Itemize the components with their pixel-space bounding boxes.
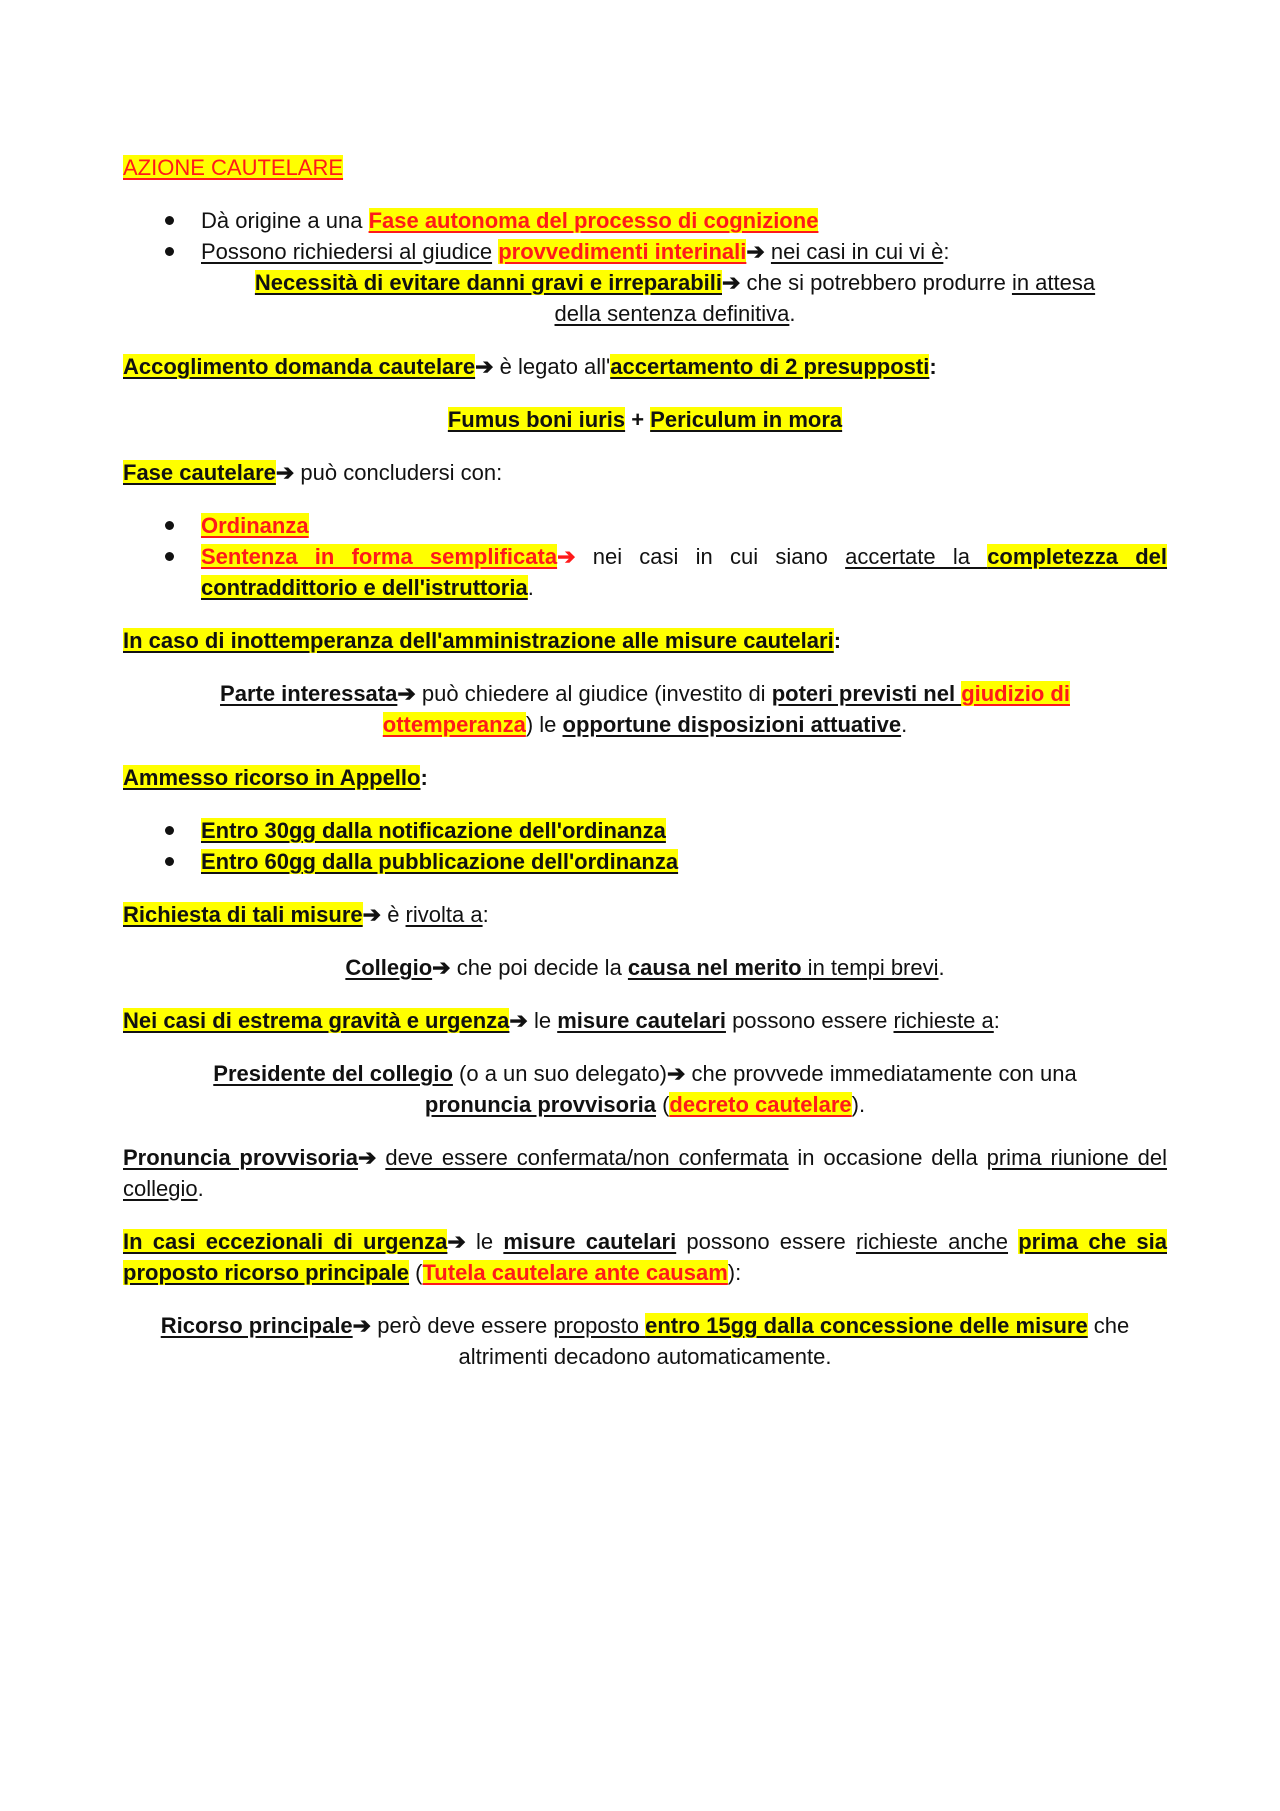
highlight: Sentenza in forma semplificata: [201, 544, 558, 569]
section-5-heading: [123, 762, 1167, 793]
highlight: Fase cautelare: [123, 460, 276, 485]
text: Ricorso principale: [160, 1313, 353, 1338]
arrow-icon: ➔: [557, 544, 576, 569]
highlight: In caso di inottemperanza dell'amministrazione alle misure cautelari: [123, 628, 834, 653]
highlight: completezza del contraddittorio e dell'istruttoria: [201, 544, 1168, 600]
text: :: [943, 239, 950, 264]
arrow-icon: ➔: [666, 1061, 686, 1086]
highlight: provvedimenti interinali: [498, 239, 747, 264]
section-1-list: [123, 205, 1167, 267]
text: poteri previsti nel: [771, 681, 962, 706]
text: pronuncia provvisoria: [424, 1092, 656, 1117]
section-4-centered: [123, 678, 1167, 740]
text: è: [381, 902, 406, 927]
highlight: Tutela cautelare ante causam: [422, 1260, 728, 1285]
arrow-icon: ➔: [509, 1008, 528, 1033]
section-2-centered: [123, 404, 1167, 435]
text: le: [527, 1008, 558, 1033]
highlight: Fase autonoma del processo di cognizione: [368, 208, 819, 233]
section-2-heading: [123, 351, 1167, 382]
text: nei casi in cui vi è: [770, 239, 944, 264]
highlight: In casi eccezionali di urgenza: [123, 1229, 448, 1254]
text: (: [655, 1092, 670, 1117]
text: [1008, 1229, 1018, 1254]
highlight: prima che sia proposto ricorso principale: [123, 1229, 1167, 1285]
text: che altrimenti decadono automaticamente.: [458, 1313, 1130, 1369]
highlight: Ordinanza: [201, 513, 309, 538]
text: [376, 1145, 385, 1170]
text: può chiedere al giudice (investito di: [415, 681, 772, 706]
text: in tempi brevi: [801, 955, 939, 980]
highlight: Richiesta di tali misure: [123, 902, 363, 927]
text: misure cautelari: [503, 1229, 677, 1254]
section-1-centered: [123, 267, 1167, 329]
arrow-icon: ➔: [397, 681, 416, 706]
section-7-heading: [123, 1005, 1167, 1036]
highlight: Entro 30gg dalla notificazione dell'ordinanza: [201, 818, 666, 843]
text: Possono richiedersi al giudice: [201, 239, 493, 264]
highlight: accertamento di 2 presupposti: [610, 354, 930, 379]
text: :: [993, 1008, 1000, 1033]
text: ) le: [525, 712, 563, 737]
arrow-icon: ➔: [275, 460, 295, 485]
arrow-icon: ➔: [475, 354, 494, 379]
highlight: Fumus boni iuris: [447, 407, 626, 432]
text: accertate la: [845, 544, 988, 569]
text: :: [482, 902, 489, 927]
highlight: giudizio di ottemperanza: [382, 681, 1070, 737]
section-9-paragraph: [123, 1226, 1167, 1288]
text: (o a un suo delegato): [452, 1061, 667, 1086]
text: ).: [851, 1092, 866, 1117]
document-title: [123, 152, 1167, 183]
text: :: [833, 628, 842, 653]
section-7-centered: [123, 1058, 1167, 1120]
text: della sentenza definitiva: [554, 301, 790, 326]
highlight: Nei casi di estrema gravità e urgenza: [123, 1008, 510, 1033]
text: in occasione della: [788, 1145, 987, 1170]
text: :: [420, 765, 428, 790]
section-6-centered: [123, 952, 1167, 983]
highlight: decreto cautelare: [669, 1092, 852, 1117]
text: che provvede immediatamente con una: [685, 1061, 1077, 1086]
text: Parte interessata: [220, 681, 398, 706]
list-item: [201, 815, 1167, 846]
arrow-icon: ➔: [447, 1229, 466, 1254]
text: deve essere confermata/non confermata: [385, 1145, 789, 1170]
title-text: AZIONE CAUTELARE: [123, 155, 344, 180]
arrow-icon: ➔: [358, 1145, 377, 1170]
highlight: Necessità di evitare danni gravi e irreparabili: [254, 270, 722, 295]
list-item: [201, 541, 1167, 603]
highlight: Accoglimento domanda cautelare: [123, 354, 476, 379]
arrow-icon: ➔: [746, 239, 765, 264]
text: .: [938, 955, 945, 980]
arrow-icon: ➔: [722, 270, 741, 295]
text: che si potrebbero produrre: [740, 270, 1012, 295]
highlight: Ammesso ricorso in Appello: [123, 765, 421, 790]
section-3-list: [123, 510, 1167, 603]
text: .: [527, 575, 534, 600]
text: Collegio: [345, 955, 433, 980]
text: Dà origine a una: [201, 208, 369, 233]
list-item: [201, 205, 1167, 236]
text: nei casi in cui siano: [575, 544, 846, 569]
arrow-icon: ➔: [362, 902, 382, 927]
text: :: [929, 354, 937, 379]
text: possono essere: [676, 1229, 856, 1254]
document-page: [123, 152, 1167, 1394]
text: richieste a: [893, 1008, 994, 1033]
text: che poi decide la: [450, 955, 628, 980]
section-4-heading: [123, 625, 1167, 656]
highlight: Entro 60gg dalla pubblicazione dell'ordinanza: [201, 849, 679, 874]
text: rivolta a: [405, 902, 483, 927]
list-item: [201, 236, 1167, 267]
section-8-paragraph: [123, 1142, 1167, 1204]
text: opportune disposizioni attuative: [562, 712, 902, 737]
arrow-icon: ➔: [352, 1313, 372, 1338]
text: misure cautelari: [557, 1008, 726, 1033]
text: ):: [727, 1260, 742, 1285]
text: però deve essere: [371, 1313, 554, 1338]
text: le: [465, 1229, 504, 1254]
text: è legato all': [493, 354, 611, 379]
text: +: [625, 407, 651, 432]
text: richieste anche: [855, 1229, 1009, 1254]
list-item: [201, 846, 1167, 877]
text: .: [901, 712, 908, 737]
text: (: [409, 1260, 423, 1285]
section-9-centered: [123, 1310, 1167, 1372]
text: Pronuncia provvisoria: [123, 1145, 359, 1170]
text: proposto: [553, 1313, 646, 1338]
section-5-list: [123, 815, 1167, 877]
text: .: [789, 301, 796, 326]
list-item: [201, 510, 1167, 541]
section-6-heading: [123, 899, 1167, 930]
highlight: Periculum in mora: [650, 407, 843, 432]
text: causa nel merito: [627, 955, 802, 980]
text: può concludersi con:: [294, 460, 503, 485]
text: .: [197, 1176, 204, 1201]
highlight: entro 15gg dalla concessione delle misure: [645, 1313, 1088, 1338]
arrow-icon: ➔: [432, 955, 451, 980]
text: Presidente del collegio: [213, 1061, 453, 1086]
text: possono essere: [725, 1008, 894, 1033]
section-3-heading: [123, 457, 1167, 488]
text: in attesa: [1011, 270, 1096, 295]
text: prima riunione del collegio: [123, 1145, 1167, 1201]
